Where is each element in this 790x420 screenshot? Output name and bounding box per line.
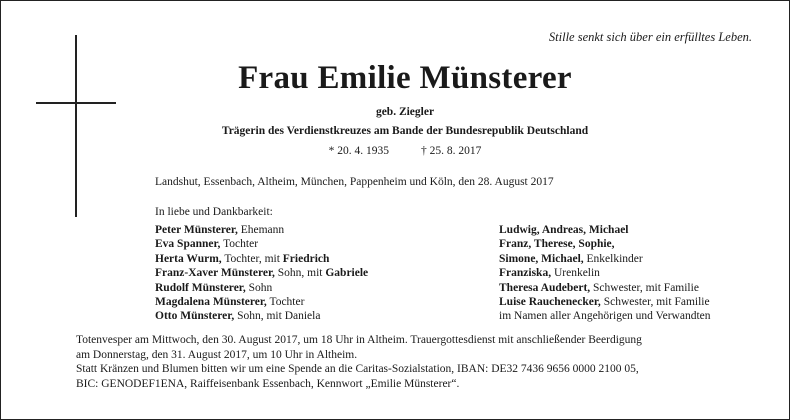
place-date: Landshut, Essenbach, Altheim, München, Pappenheim und Köln, den 28. August 2017 <box>155 176 554 188</box>
mourner-row: Ludwig, Andreas, Michael <box>499 224 629 236</box>
footer-line: am Donnerstag, den 31. August 2017, um 10 Uhr in Altheim. <box>76 348 358 361</box>
deceased-name: Frau Emilie Münsterer <box>238 60 572 96</box>
mourner-row: Peter Münsterer, Ehemann <box>155 224 285 236</box>
mourner-row: Franz-Xaver Münsterer, Sohn, mit Gabriele <box>155 267 369 280</box>
born-name: geb. Ziegler <box>375 106 435 118</box>
cross-horizontal <box>36 102 116 104</box>
footer-line: Statt Kränzen und Blumen bitten wir um eine Spende an die Caritas-Sozialstation, IBAN: DE32 7436 9656 0000 2100 05, <box>76 363 639 376</box>
mourner-row: Simone, Michael, Enkelkinder <box>499 252 643 265</box>
mourner-row: Luise Rauchenecker, Schwester, mit Familie <box>499 296 710 309</box>
footer-line: Totenvesper am Mittwoch, den 30. August 2017, um 18 Uhr in Altheim. Trauergottesdienst mit anschließender Beerdigung <box>76 334 642 346</box>
mourner-row: Franziska, Urenkelin <box>499 267 600 280</box>
mourner-row: Franz, Therese, Sophie, <box>499 238 615 251</box>
life-dates <box>0 145 790 157</box>
footer-line: BIC: GENODEF1ENA, Raiffeisenbank Essenbach, Kennwort „Emilie Münsterer“. <box>76 377 460 390</box>
mourner-row: Otto Münsterer, Sohn, mit Daniela <box>155 310 321 323</box>
intro-line: In liebe und Dankbarkeit: <box>155 206 273 218</box>
mourner-row: Herta Wurm, Tochter, mit Friedrich <box>155 252 330 265</box>
mourners-left <box>155 223 368 324</box>
service-info <box>76 333 766 391</box>
mourners-right <box>499 223 711 324</box>
mourner-row: im Namen aller Angehörigen und Verwandten <box>499 310 711 323</box>
death-date: † 25. 8. 2017 <box>421 145 482 157</box>
birth-date: * 20. 4. 1935 <box>328 145 389 157</box>
mourner-row: Magdalena Münsterer, Tochter <box>155 296 305 309</box>
mourner-row: Rudolf Münsterer, Sohn <box>155 281 273 294</box>
mourner-row: Eva Spanner, Tochter <box>155 238 259 251</box>
honor-line: Trägerin des Verdienstkreuzes am Bande der Bundesrepublik Deutschland <box>221 125 589 137</box>
motto: Stille senkt sich über ein erfülltes Leben. <box>548 30 752 44</box>
mourner-row: Theresa Audebert, Schwester, mit Familie <box>499 281 699 294</box>
